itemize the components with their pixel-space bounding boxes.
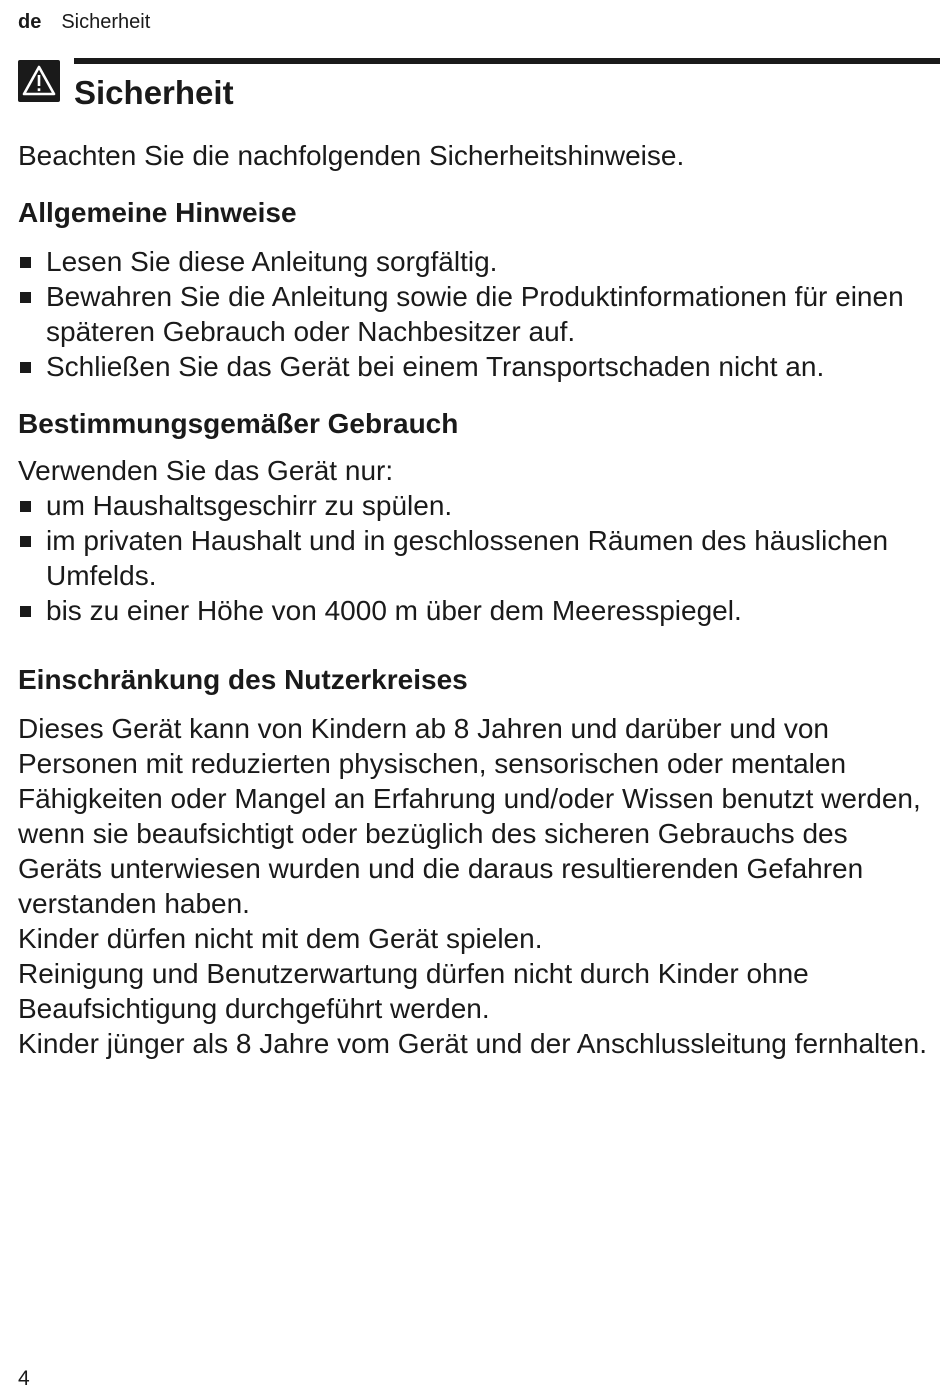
user-restriction-paragraph: Kinder dürfen nicht mit dem Gerät spielen. [18, 923, 543, 954]
list-item [18, 593, 933, 628]
language-code: de [18, 11, 42, 33]
intro-text: Beachten Sie die nachfolgenden Sicherheitshinweise. [18, 140, 685, 171]
list-item-text: im privaten Haushalt und in geschlossenen Räumen des häuslichen Umfelds. [46, 525, 889, 591]
list-item [18, 523, 933, 593]
intended-use-heading: Bestimmungsgemäßer Gebrauch [18, 408, 459, 439]
general-notes-heading: Allgemeine Hinweise [18, 197, 297, 228]
bullet-square-icon [20, 606, 31, 617]
list-item [18, 488, 933, 523]
list-item [18, 279, 933, 349]
bullet-square-icon [20, 292, 31, 303]
list-item-text: um Haushaltsgeschirr zu spülen. [46, 490, 453, 521]
main-content [18, 138, 933, 1061]
general-notes-list [18, 244, 933, 384]
user-restriction-paragraph: Dieses Gerät kann von Kindern ab 8 Jahren und darüber und von Personen mit reduzierten physischen, sensorischen oder mentalen Fähigkeiten oder Mangel an Erfahrung und/oder Wissen benutzt werden, wenn sie beaufsichtigt oder bezüglich des sicheren Gebrauchs des Geräts unterwiesen wurden und die daraus resultierenden Gefahren verstanden haben. [18, 713, 921, 919]
intended-use-lead: Verwenden Sie das Gerät nur: [18, 455, 394, 486]
bullet-square-icon [20, 536, 31, 547]
user-restriction-paragraph: Kinder jünger als 8 Jahre vom Gerät und der Anschlussleitung fernhalten. [18, 1028, 927, 1059]
list-item-text: Bewahren Sie die Anleitung sowie die Produktinformationen für einen späteren Gebrauch oder Nachbesitzer auf. [46, 281, 904, 347]
bullet-square-icon [20, 501, 31, 512]
list-item [18, 349, 933, 384]
user-restriction-paragraph: Reinigung und Benutzerwartung dürfen nicht durch Kinder ohne Beaufsichtigung durchgeführt werden. [18, 958, 809, 1024]
header-section-name: Sicherheit [61, 11, 151, 33]
page-number: 4 [18, 1367, 30, 1390]
intended-use-list [18, 488, 933, 628]
section-heading-block [18, 58, 940, 118]
section-rule [74, 58, 940, 64]
list-item-text: Schließen Sie das Gerät bei einem Transportschaden nicht an. [46, 351, 825, 382]
bullet-square-icon [20, 362, 31, 373]
running-header [18, 8, 150, 36]
bullet-square-icon [20, 257, 31, 268]
warning-triangle-icon [18, 60, 60, 102]
list-item-text: bis zu einer Höhe von 4000 m über dem Meeresspiegel. [46, 595, 742, 626]
section-title: Sicherheit [74, 74, 234, 111]
user-restriction-heading: Einschränkung des Nutzerkreises [18, 664, 468, 695]
list-item-text: Lesen Sie diese Anleitung sorgfältig. [46, 246, 498, 277]
list-item [18, 244, 933, 279]
